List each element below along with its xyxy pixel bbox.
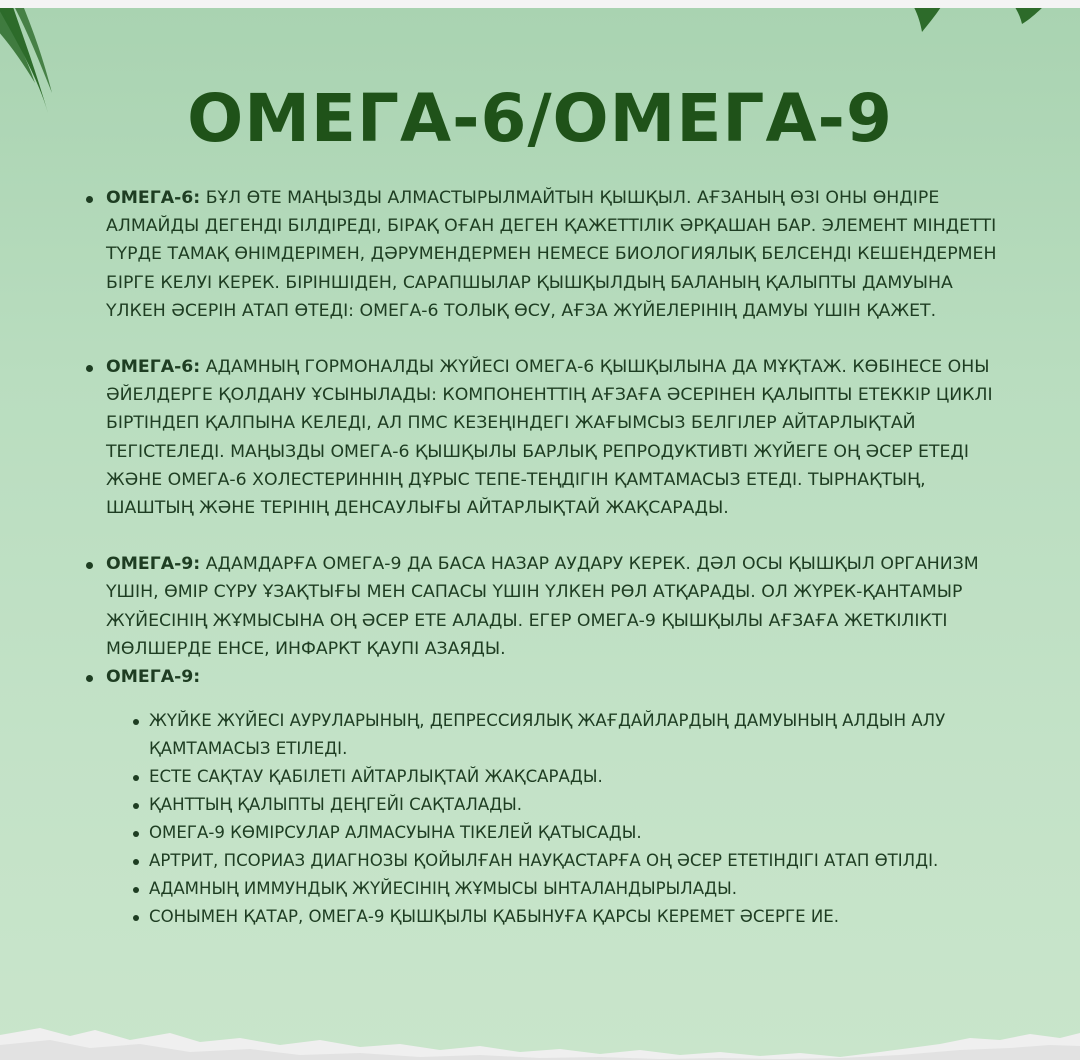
item-label: ОМЕГА-6: [106,188,201,208]
sub-list-item: АРТРИТ, ПСОРИАЗ ДИАГНОЗЫ ҚОЙЫЛҒАН НАУҚАСТАРҒА ОҢ ӘСЕР ЕТЕТІНДІГІ АТАП ӨТІЛДІ. [106,847,1002,875]
item-text: АДАМДАРҒА ОМЕГА-9 ДА БАСА НАЗАР АУДАРУ КЕРЕК. ДӘЛ ОСЫ ҚЫШҚЫЛ ОРГАНИЗМ ҮШІН, ӨМІР СҮРУ ҰЗАҚТЫҒЫ МЕН САПАСЫ ҮШІН ҮЛКЕН РӨЛ АТҚАРАДЫ. ОЛ ЖҮРЕК-ҚАНТАМЫР ЖҮЙЕСІНІҢ ЖҰМЫСЫНА ОҢ ӘСЕР ЕТЕ АЛАДЫ. ЕГЕР ОМЕГА-9 ҚЫШҚЫЛЫ АҒЗАҒА ЖЕТКІЛІКТІ МӨЛШЕРДЕ ЕНСЕ, ИНФАРКТ ҚАУПІ АЗАЯДЫ. [106,554,979,659]
sub-list-item: ЕСТЕ САҚТАУ ҚАБІЛЕТІ АЙТАРЛЫҚТАЙ ЖАҚСАРАДЫ. [106,763,1002,791]
item-text: АДАМНЫҢ ГОРМОНАЛДЫ ЖҮЙЕСІ ОМЕГА-6 ҚЫШҚЫЛЫНА ДА МҰҚТАЖ. КӨБІНЕСЕ ОНЫ ӘЙЕЛДЕРГЕ ҚОЛДАНУ ҰСЫНЫЛАДЫ: КОМПОНЕНТТІҢ АҒЗАҒА ӘСЕРІНЕН ҚАЛЫПТЫ ЕТЕККІР ЦИКЛІ БІРТІНДЕП ҚАЛПЫНА КЕЛЕДІ, АЛ ПМС КЕЗЕҢІНДЕГІ ЖАҒЫМСЫЗ БЕЛГІЛЕР АЙТАРЛЫҚТАЙ ТЕГІСТЕЛЕДІ. МАҢЫЗДЫ ОМЕГА-6 ҚЫШҚЫЛЫ БАРЛЫҚ РЕПРОДУКТИВТІ ЖҮЙЕГЕ ОҢ ӘСЕР ЕТЕДІ ЖӘНЕ ОМЕГА-6 ХОЛЕСТЕРИННІҢ ДҰРЫС ТЕПЕ-ТЕҢДІГІН ҚАМТАМАСЫЗ ЕТЕДІ. ТЫРНАҚТЫҢ, ШАШТЫҢ ЖӘНЕ ТЕРІНІҢ ДЕНСАУЛЫҒЫ АЙТАРЛЫҚТАЙ ЖАҚСАРАДЫ. [106,357,993,519]
item-text: БҰЛ ӨТЕ МАҢЫЗДЫ АЛМАСТЫРЫЛМАЙТЫН ҚЫШҚЫЛ. АҒЗАНЫҢ ӨЗІ ОНЫ ӨНДІРЕ АЛМАЙДЫ ДЕГЕНДІ БІЛДІРЕДІ, БІРАҚ ОҒАН ДЕГЕН ҚАЖЕТТІЛІК ӘРҚАШАН БАР. ЭЛЕМЕНТ МІНДЕТТІ ТҮРДЕ ТАМАҚ ӨНІМДЕРІМЕН, ДӘРУМЕНДЕРМЕН НЕМЕСЕ БИОЛОГИЯЛЫҚ БЕЛСЕНДІ КЕШЕНДЕРМЕН БІРГЕ КЕЛУІ КЕРЕК. БІРІНШІДЕН, САРАПШЫЛАР ҚЫШҚЫЛДЫҢ БАЛАНЫҢ ҚАЛЫПТЫ ДАМУЫНА ҮЛКЕН ӘСЕРІН АТАП ӨТЕДІ: ОМЕГА-6 ТОЛЫҚ ӨСУ, АҒЗА ЖҮЙЕЛЕРІНІҢ ДАМУЫ ҮШІН ҚАЖЕТ. [106,188,997,321]
content-body [82,184,1002,931]
sub-list-item: ОМЕГА-9 КӨМІРСУЛАР АЛМАСУЫНА ТІКЕЛЕЙ ҚАТЫСАДЫ. [106,819,1002,847]
item-label: ОМЕГА-6: [106,357,201,378]
leaf-top-right-icon [900,8,1080,50]
sub-list-item: АДАМНЫҢ ИММУНДЫҚ ЖҮЙЕСІНІҢ ЖҰМЫСЫ ЫНТАЛАНДЫРЫЛАДЫ. [106,875,1002,903]
list-item-omega9-benefits [82,663,1002,931]
sub-list-item: ЖҮЙКЕ ЖҮЙЕСІ АУРУЛАРЫНЫҢ, ДЕПРЕССИЯЛЫҚ ЖАҒДАЙЛАРДЫҢ ДАМУЫНЫҢ АЛДЫН АЛУ ҚАМТАМАСЫЗ ЕТІЛЕДІ. [106,707,1002,763]
list-item-omega6-essential [82,184,1002,325]
list-item-omega6-hormonal [82,353,1002,522]
sub-list-item: СОНЫМЕН ҚАТАР, ОМЕГА-9 ҚЫШҚЫЛЫ ҚАБЫНУҒА ҚАРСЫ КЕРЕМЕТ ӘСЕРГЕ ИЕ. [106,903,1002,931]
list-item-omega9-importance [82,550,1002,663]
infographic-card [0,8,1080,1060]
sub-list-item: ҚАНТТЫҢ ҚАЛЫПТЫ ДЕҢГЕЙІ САҚТАЛАДЫ. [106,791,1002,819]
item-label: ОМЕГА-9: [106,667,201,688]
torn-paper-edge [0,1000,1080,1060]
sub-list [106,707,1002,931]
item-label: ОМЕГА-9: [106,554,201,575]
main-list [82,184,1002,931]
page-title: ОМЕГА-6/ОМЕГА-9 [187,80,893,157]
